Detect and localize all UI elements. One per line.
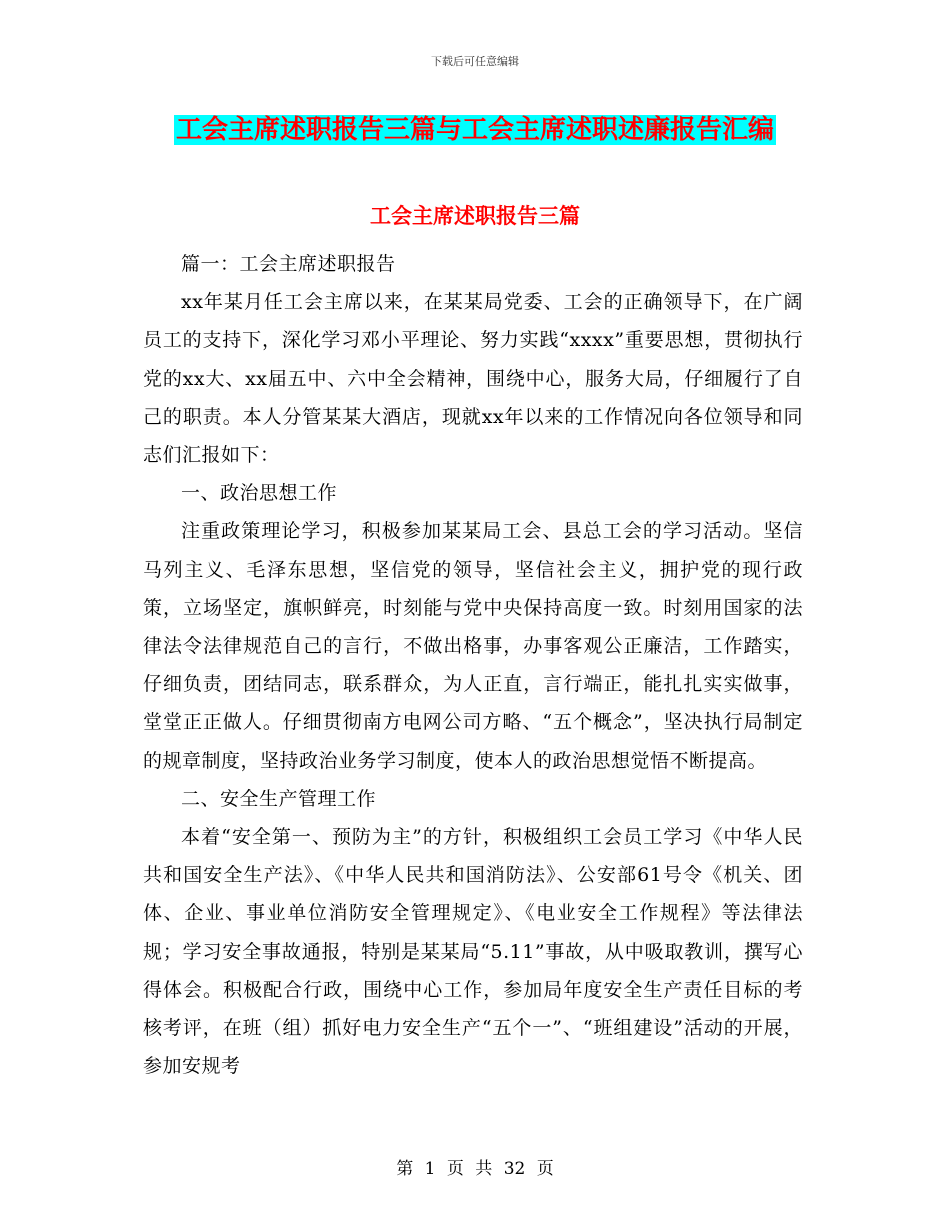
body-paragraph-6: 本着“安全第一、预防为主”的方针，积极组织工会员工学习《中华人民共和国安全生产法》、《中华人民共和国消防法》、公安部61号令《机关、团体、企业、事业单位消防安全管理规定》、《电业安全工作规程》等法律法规；学习安全事故通报，特别是某某局“5.11”事故，从中吸取教训，撰写心得体会。积极配合行政，围绕中心工作，参加局年度安全生产责任目标的考核考评，在班（组）抓好电力安全生产“五个一”、“班组建设”活动的开展，参加安规考: [143, 826, 803, 1078]
page-footer: 第 1 页 共 32 页: [396, 1159, 554, 1179]
body-paragraph-5: 二、安全生产管理工作: [181, 787, 377, 810]
document-main-title: [0, 110, 950, 150]
body-paragraph-2: xx年某月任工会主席以来，在某某局党委、工会的正确领导下，在广阔员工的支持下，深化学习邓小平理论、努力实践“xxxx”重要思想，贯彻执行党的xx大、xx届五中、六中全会精神，围绕中心，服务大局，仔细履行了自己的职责。本人分管某某大酒店，现就xx年以来的工作情况向各位领导和同志们汇报如下：: [143, 291, 803, 467]
body-paragraph-4: 注重政策理论学习，积极参加某某局工会、县总工会的学习活动。坚信马列主义、毛泽东思想，坚信党的领导，坚信社会主义，拥护党的现行政策，立场坚定，旗帜鲜亮，时刻能与党中央保持高度一致。时刻用国家的法律法令法律规范自己的言行，不做出格事，办事客观公正廉洁，工作踏实，仔细负责，团结同志，联系群众，为人正直，言行端正，能扎扎实实做事，堂堂正正做人。仔细贯彻南方电网公司方略、“五个概念”，坚决执行局制定的规章制度，坚持政治业务学习制度，使本人的政治思想觉悟不断提高。: [143, 520, 803, 772]
page-header-note: 下载后可任意编辑: [431, 55, 519, 68]
main-title-highlight: 工会主席述职报告三篇与工会主席述职述廉报告汇编: [175, 115, 774, 145]
document-body: [143, 245, 803, 1085]
body-paragraph-1: 篇一：工会主席述职报告: [181, 253, 396, 275]
body-paragraph-3: 一、政治思想工作: [181, 482, 338, 505]
document-sub-title: 工会主席述职报告三篇: [370, 203, 580, 228]
